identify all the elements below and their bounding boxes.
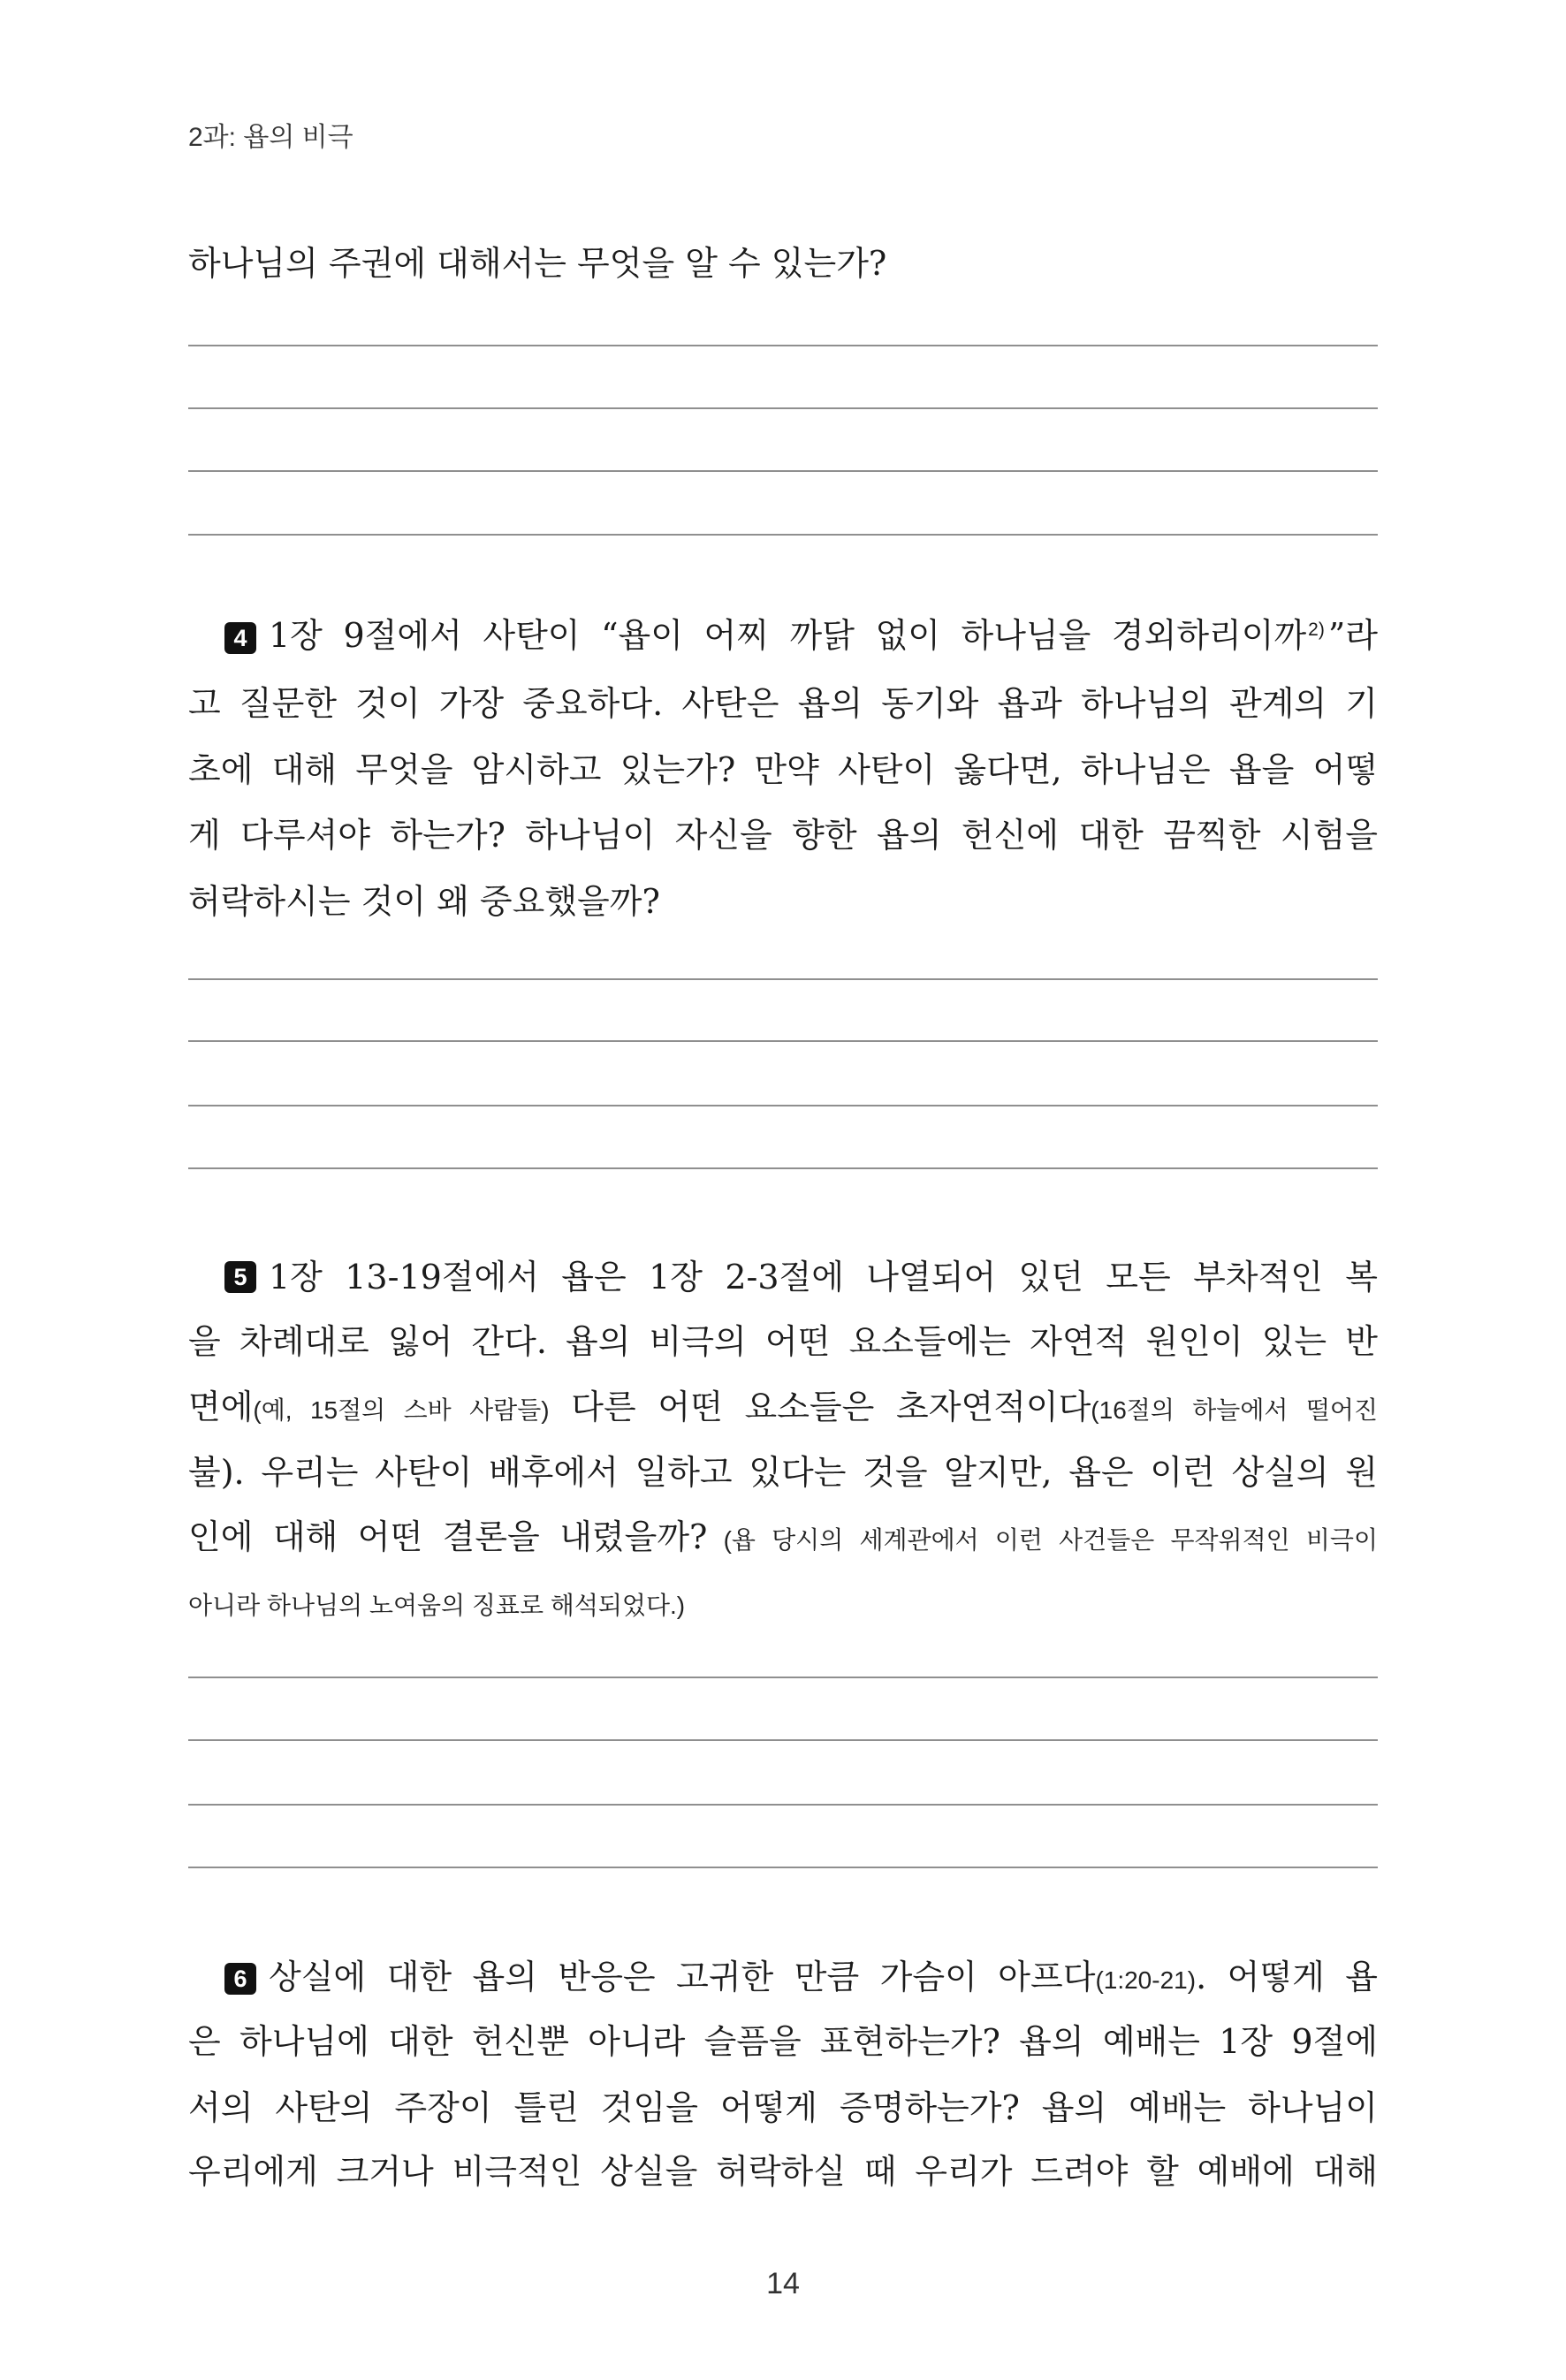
question-text: 은 하나님에 대한 헌신뿐 아니라 슬픔을 표현하는가? 욥의 예배는 1장 9절에: [188, 2022, 1378, 2061]
parenthetical-note: 아니라 하나님의 노여움의 징표로 해석되었다.): [188, 1592, 686, 1619]
question-text: 서의 사탄의 주장이 틀린 것임을 어떻게 증명하는가? 욥의 예배는 하나님이: [188, 2088, 1378, 2127]
question-text: . 어떻게 욥: [1196, 1958, 1378, 1996]
question-text: 면에: [188, 1388, 254, 1426]
question-text: 1장 9절에서 사탄이 “욥이 어찌 까닭 없이 하나님을 경외하리이까: [269, 615, 1307, 655]
parenthetical-note: (예, 15절의 스바 사람들): [253, 1396, 550, 1424]
answer-line: [188, 978, 1378, 980]
question-text: 불). 우리는 사탄이 배후에서 일하고 있다는 것을 알지만, 욥은 이런 상실의 원: [188, 1453, 1378, 1492]
question-text-line: [188, 1380, 1378, 1433]
question-text: 상실에 대한 욥의 반응은 고귀한 만큼 가슴이 아프다: [269, 1958, 1096, 1996]
answer-line: [188, 1739, 1378, 1741]
question-line-text: [269, 1950, 1378, 2007]
footnote-ref: 2): [1308, 619, 1325, 640]
parenthetical-note: (욥 당시의 세계관에서 이런 사건들은 무작위적인 비극이: [707, 1526, 1378, 1554]
running-header: 2과: 욥의 비극: [188, 123, 353, 152]
question-line-text: [269, 1251, 1378, 1304]
question-text-line: [188, 1510, 1378, 1563]
question-text-line: [188, 1251, 1378, 1304]
question-text: 우리에게 크거나 비극적인 상실을 허락하실 때 우리가 드려야 할 예배에 대해: [188, 2152, 1378, 2191]
parenthetical-note: (16절의 하늘에서 떨어진: [1091, 1396, 1378, 1424]
question-text-line: [188, 1446, 1378, 1499]
question-text: 다른 어떤 요소들은 초자연적이다: [549, 1388, 1091, 1426]
question-text: 고 질문한 것이 가장 중요하다. 사탄은 욥의 동기와 욥과 하나님의 관계의 기: [188, 684, 1378, 723]
scripture-reference: (1:20-21): [1095, 1966, 1197, 1994]
question-text: 하나님의 주권에 대해서는 무엇을 알 수 있는가?: [188, 244, 887, 283]
answer-line: [188, 345, 1378, 346]
question-number-badge: 5: [224, 1261, 256, 1293]
answer-line: [188, 1105, 1378, 1106]
answer-line: [188, 470, 1378, 472]
question-number-badge: 4: [224, 622, 256, 654]
question-text: 허락하시는 것이 왜 중요했을까?: [188, 882, 660, 921]
question-text: 초에 대해 무엇을 암시하고 있는가? 만약 사탄이 옳다면, 하나님은 욥을 어떻: [188, 750, 1378, 789]
answer-line: [188, 1167, 1378, 1169]
question-text-line: [188, 677, 1378, 730]
question-text-line: [188, 1315, 1378, 1368]
page-number: 14: [766, 2267, 800, 2300]
question-text-line: [188, 2145, 1378, 2198]
answer-line: [188, 534, 1378, 536]
question-text: 을 차례대로 잃어 간다. 욥의 비극의 어떤 요소들에는 자연적 원인이 있는 반: [188, 1322, 1378, 1361]
answer-line: [188, 1804, 1378, 1806]
question-line-text: [269, 609, 1378, 668]
answer-line: [188, 1040, 1378, 1042]
question-number-badge: 6: [224, 1963, 256, 1995]
question-text-line: [188, 612, 1378, 665]
question-text-line: [188, 1576, 1378, 1629]
question-text-line: [188, 1952, 1378, 2005]
question-text-line: [188, 875, 1378, 928]
question-text: 1장 13-19절에서 욥은 1장 2-3절에 나열되어 있던 모든 부차적인 복: [269, 1258, 1378, 1296]
carryover-question: [188, 237, 1378, 290]
question-text: ”라: [1327, 615, 1378, 655]
answer-line: [188, 1677, 1378, 1678]
question-text: 게 다루셔야 하는가? 하나님이 자신을 향한 욥의 헌신에 대한 끔찍한 시험을: [188, 816, 1378, 855]
question-text-line: [188, 809, 1378, 862]
answer-line: [188, 407, 1378, 409]
question-text-line: [188, 2015, 1378, 2068]
question-text: 인에 대해 어떤 결론을 내렸을까?: [188, 1517, 708, 1556]
question-text-line: [188, 743, 1378, 796]
answer-line: [188, 1867, 1378, 1868]
question-text-line: [188, 2081, 1378, 2134]
